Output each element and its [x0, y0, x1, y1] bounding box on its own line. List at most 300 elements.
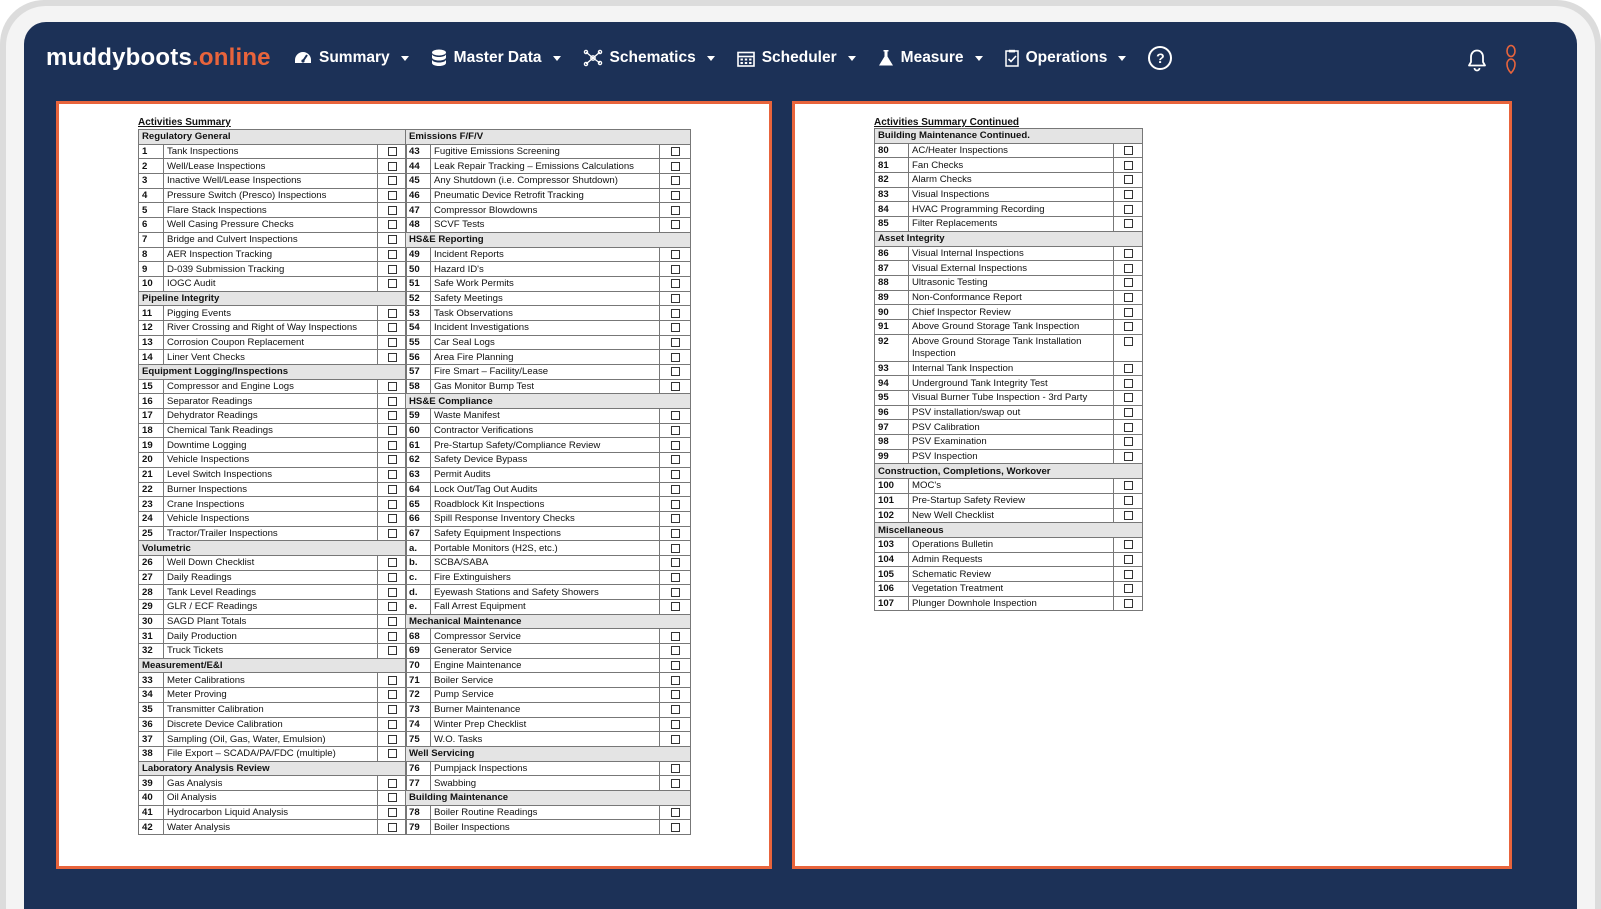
checkbox-icon[interactable] [388, 455, 397, 464]
activity-row [875, 552, 1143, 567]
activity-name: Operations Bulletin [909, 537, 1114, 552]
checkbox-icon[interactable] [388, 162, 397, 171]
section-header: HS&E Reporting [406, 232, 691, 247]
activity-checkbox-cell [1114, 567, 1143, 582]
activity-row [875, 361, 1143, 376]
activity-checkbox-cell [378, 790, 407, 805]
activity-number: c. [406, 570, 431, 585]
checkbox-icon[interactable] [671, 294, 680, 303]
activity-row [406, 379, 691, 394]
activity-name: Safety Equipment Inspections [431, 526, 660, 541]
checkbox-icon[interactable] [671, 470, 680, 479]
activity-number: 85 [875, 217, 909, 232]
network-icon [583, 49, 603, 67]
activity-checkbox-cell [660, 335, 691, 350]
activity-row [139, 247, 407, 262]
checkbox-icon[interactable] [1124, 540, 1133, 549]
activity-row [406, 438, 691, 453]
checkbox-icon[interactable] [388, 558, 397, 567]
checkbox-icon[interactable] [388, 720, 397, 729]
activity-name: Pump Service [431, 688, 660, 703]
activity-name: Non-Conformance Report [909, 290, 1114, 305]
activity-row [406, 717, 691, 732]
activities-table-left [138, 129, 407, 835]
activity-row [139, 144, 407, 159]
checkbox-icon[interactable] [671, 544, 680, 553]
activity-row [875, 275, 1143, 290]
checkbox-icon[interactable] [1124, 175, 1133, 184]
activity-number: 71 [406, 673, 431, 688]
checkbox-icon[interactable] [671, 176, 680, 185]
activity-number: 50 [406, 262, 431, 277]
checkbox-icon[interactable] [1124, 408, 1133, 417]
chevron-down-icon [848, 56, 856, 61]
activity-name: SCBA/SABA [431, 555, 660, 570]
activity-number: 27 [139, 570, 164, 585]
checkbox-icon[interactable] [671, 485, 680, 494]
checkbox-icon[interactable] [1124, 496, 1133, 505]
activity-checkbox-cell [1114, 479, 1143, 494]
activity-number: 76 [406, 761, 431, 776]
activity-number: 88 [875, 275, 909, 290]
nav-master-data[interactable] [431, 49, 561, 67]
checkbox-icon[interactable] [671, 632, 680, 641]
activity-row [406, 423, 691, 438]
activity-checkbox-cell [660, 409, 691, 424]
section-header-row [139, 365, 407, 380]
activity-number: 34 [139, 688, 164, 703]
activity-number: d. [406, 585, 431, 600]
checkbox-icon[interactable] [388, 338, 397, 347]
activity-number: 29 [139, 600, 164, 615]
checkbox-icon[interactable] [671, 279, 680, 288]
activity-row [875, 537, 1143, 552]
activity-checkbox-cell [660, 350, 691, 365]
checkbox-icon[interactable] [671, 441, 680, 450]
activity-number: 68 [406, 629, 431, 644]
checkbox-icon[interactable] [1124, 452, 1133, 461]
checkbox-icon[interactable] [671, 353, 680, 362]
nav-scheduler[interactable] [737, 49, 856, 67]
activity-name: Truck Tickets [164, 644, 378, 659]
activity-number: 59 [406, 409, 431, 424]
activity-number: 69 [406, 644, 431, 659]
activity-row [139, 232, 407, 247]
activity-name: Filter Replacements [909, 217, 1114, 232]
checkbox-icon[interactable] [388, 265, 397, 274]
activity-row [406, 805, 691, 820]
activity-number: 70 [406, 658, 431, 673]
activity-name: Fire Extinguishers [431, 570, 660, 585]
activity-row [139, 409, 407, 424]
activity-checkbox-cell [378, 276, 407, 291]
checkbox-icon[interactable] [1124, 423, 1133, 432]
section-header-row [875, 523, 1143, 538]
checkbox-icon[interactable] [1124, 570, 1133, 579]
activity-number: 83 [875, 187, 909, 202]
checkbox-icon[interactable] [1124, 293, 1133, 302]
activity-name: Transmitter Calibration [164, 702, 378, 717]
activity-checkbox-cell [378, 262, 407, 277]
activity-name: Tank Level Readings [164, 585, 378, 600]
checkbox-icon[interactable] [671, 147, 680, 156]
activity-checkbox-cell [1114, 493, 1143, 508]
checkbox-icon[interactable] [1124, 322, 1133, 331]
activity-row [139, 555, 407, 570]
checkbox-icon[interactable] [671, 309, 680, 318]
activity-name: Sampling (Oil, Gas, Water, Emulsion) [164, 732, 378, 747]
activity-checkbox-cell [1114, 449, 1143, 464]
checkbox-icon[interactable] [1124, 437, 1133, 446]
activity-row [139, 790, 407, 805]
chevron-down-icon [1118, 56, 1126, 61]
activity-name: Pumpjack Inspections [431, 761, 660, 776]
checkbox-icon[interactable] [388, 426, 397, 435]
checkbox-icon[interactable] [388, 382, 397, 391]
section-header-row [406, 790, 691, 805]
activity-name: Discrete Device Calibration [164, 717, 378, 732]
checkbox-icon[interactable] [388, 632, 397, 641]
activity-number: 54 [406, 320, 431, 335]
checkbox-icon[interactable] [388, 573, 397, 582]
checkbox-icon[interactable] [1124, 278, 1133, 287]
checkbox-icon[interactable] [671, 514, 680, 523]
chevron-down-icon [401, 56, 409, 61]
activity-number: 64 [406, 482, 431, 497]
checkbox-icon[interactable] [671, 690, 680, 699]
checkbox-icon[interactable] [388, 397, 397, 406]
section-header: Measurement/E&I [139, 658, 407, 673]
activity-number: 30 [139, 614, 164, 629]
nav-schematics[interactable] [583, 49, 715, 67]
activity-checkbox-cell [660, 174, 691, 189]
checkbox-icon[interactable] [671, 455, 680, 464]
checkbox-icon[interactable] [388, 617, 397, 626]
checkbox-icon[interactable] [388, 735, 397, 744]
checkbox-icon[interactable] [671, 529, 680, 538]
activity-number: e. [406, 600, 431, 615]
checkbox-icon[interactable] [671, 705, 680, 714]
checkbox-icon[interactable] [671, 382, 680, 391]
activity-number: 25 [139, 526, 164, 541]
activity-name: Car Seal Logs [431, 335, 660, 350]
checkbox-icon[interactable] [388, 779, 397, 788]
activity-checkbox-cell [1114, 217, 1143, 232]
activity-checkbox-cell [660, 306, 691, 321]
activity-number: b. [406, 555, 431, 570]
activity-name: Bridge and Culvert Inspections [164, 232, 378, 247]
checkbox-icon[interactable] [388, 500, 397, 509]
activity-number: 41 [139, 805, 164, 820]
activity-number: 56 [406, 350, 431, 365]
activity-number: 84 [875, 202, 909, 217]
checkbox-icon[interactable] [388, 191, 397, 200]
checkbox-icon[interactable] [388, 749, 397, 758]
section-header: Pipeline Integrity [139, 291, 407, 306]
checkbox-icon[interactable] [671, 265, 680, 274]
checkbox-icon[interactable] [671, 558, 680, 567]
activity-row [875, 420, 1143, 435]
activity-checkbox-cell [660, 629, 691, 644]
activity-row [406, 365, 691, 380]
activity-checkbox-cell [378, 159, 407, 174]
activity-checkbox-cell [1114, 334, 1143, 361]
checkbox-icon[interactable] [1124, 308, 1133, 317]
activity-row [406, 673, 691, 688]
activity-checkbox-cell [660, 188, 691, 203]
activity-checkbox-cell [660, 438, 691, 453]
checkbox-icon[interactable] [671, 646, 680, 655]
checkbox-icon[interactable] [1124, 337, 1133, 346]
activity-name: Pigging Events [164, 306, 378, 321]
activity-row [139, 423, 407, 438]
checkbox-icon[interactable] [388, 353, 397, 362]
checkbox-icon[interactable] [388, 147, 397, 156]
activity-number: 45 [406, 174, 431, 189]
activity-number: 2 [139, 159, 164, 174]
activity-checkbox-cell [378, 497, 407, 512]
checkbox-icon[interactable] [1124, 393, 1133, 402]
activity-name: Leak Repair Tracking – Emissions Calculations [431, 159, 660, 174]
checkbox-icon[interactable] [388, 705, 397, 714]
checkbox-icon[interactable] [388, 309, 397, 318]
checkbox-icon[interactable] [671, 720, 680, 729]
checkbox-icon[interactable] [671, 426, 680, 435]
checkbox-icon[interactable] [1124, 219, 1133, 228]
activity-name: Winter Prep Checklist [431, 717, 660, 732]
activity-row [875, 405, 1143, 420]
activity-name: Visual Burner Tube Inspection - 3rd Party [909, 391, 1114, 406]
nav-operations[interactable] [1005, 49, 1127, 67]
activity-row [875, 217, 1143, 232]
activity-row [406, 188, 691, 203]
activity-number: 6 [139, 218, 164, 233]
activity-checkbox-cell [660, 688, 691, 703]
checkbox-icon[interactable] [388, 529, 397, 538]
checkbox-icon[interactable] [388, 250, 397, 259]
activity-checkbox-cell [660, 761, 691, 776]
checkbox-icon[interactable] [1124, 264, 1133, 273]
checkbox-icon[interactable] [671, 779, 680, 788]
checkbox-icon[interactable] [671, 588, 680, 597]
checkbox-icon[interactable] [671, 735, 680, 744]
activity-row [875, 246, 1143, 261]
activity-number: 52 [406, 291, 431, 306]
activity-checkbox-cell [378, 188, 407, 203]
help-icon[interactable]: ? [1148, 46, 1172, 70]
activity-checkbox-cell [378, 732, 407, 747]
activity-name: Well Down Checklist [164, 555, 378, 570]
checkbox-icon[interactable] [1124, 599, 1133, 608]
activity-checkbox-cell [1114, 187, 1143, 202]
activity-row [139, 438, 407, 453]
activity-number: 48 [406, 218, 431, 233]
checkbox-icon[interactable] [388, 690, 397, 699]
activity-name: Fugitive Emissions Screening [431, 144, 660, 159]
activity-checkbox-cell [660, 570, 691, 585]
checkbox-icon[interactable] [671, 764, 680, 773]
activity-name: Meter Proving [164, 688, 378, 703]
activity-row [875, 158, 1143, 173]
activity-row [875, 479, 1143, 494]
activity-checkbox-cell [660, 262, 691, 277]
activity-row [139, 746, 407, 761]
activity-checkbox-cell [1114, 361, 1143, 376]
activity-row [139, 688, 407, 703]
activity-row [875, 305, 1143, 320]
nav-operations-label: Operations [1025, 49, 1108, 66]
activity-checkbox-cell [1114, 376, 1143, 391]
checkbox-icon[interactable] [388, 220, 397, 229]
activity-name: Burner Inspections [164, 482, 378, 497]
nav-summary[interactable] [294, 49, 409, 67]
activity-number: 97 [875, 420, 909, 435]
checkbox-icon[interactable] [388, 485, 397, 494]
activity-number: 40 [139, 790, 164, 805]
activity-name: Fan Checks [909, 158, 1114, 173]
activity-number: 26 [139, 555, 164, 570]
clipboard-check-icon [1005, 49, 1019, 67]
activity-name: Compressor and Engine Logs [164, 379, 378, 394]
checkbox-icon[interactable] [671, 676, 680, 685]
section-header: Equipment Logging/Inspections [139, 365, 407, 380]
activity-number: 53 [406, 306, 431, 321]
checkbox-icon[interactable] [388, 588, 397, 597]
checkbox-icon[interactable] [671, 250, 680, 259]
checkbox-icon[interactable] [388, 235, 397, 244]
activity-name: Boiler Routine Readings [431, 805, 660, 820]
gauge-icon [294, 50, 312, 66]
checkbox-icon[interactable] [671, 602, 680, 611]
section-header-row [139, 130, 407, 145]
checkbox-icon[interactable] [388, 176, 397, 185]
checkbox-icon[interactable] [671, 411, 680, 420]
checkbox-icon[interactable] [1124, 481, 1133, 490]
brand-name: muddyboots [46, 44, 192, 71]
activity-row [139, 174, 407, 189]
activity-checkbox-cell [378, 232, 407, 247]
brand-logo[interactable] [46, 44, 271, 72]
nav-scheduler-label: Scheduler [761, 49, 837, 66]
checkbox-icon[interactable] [388, 602, 397, 611]
checkbox-icon[interactable] [671, 500, 680, 509]
activity-number: 10 [139, 276, 164, 291]
activity-checkbox-cell [1114, 202, 1143, 217]
activity-checkbox-cell [378, 335, 407, 350]
activity-number: a. [406, 541, 431, 556]
checkbox-icon[interactable] [671, 823, 680, 832]
activity-number: 19 [139, 438, 164, 453]
activity-row [139, 394, 407, 409]
activity-checkbox-cell [378, 203, 407, 218]
activity-checkbox-cell [378, 409, 407, 424]
activity-number: 80 [875, 143, 909, 158]
section-header: Laboratory Analysis Review [139, 761, 407, 776]
activity-name: Tank Inspections [164, 144, 378, 159]
activity-number: 5 [139, 203, 164, 218]
checkbox-icon[interactable] [1124, 146, 1133, 155]
activity-number: 67 [406, 526, 431, 541]
activity-name: D-039 Submission Tracking [164, 262, 378, 277]
activity-row [139, 482, 407, 497]
checkbox-icon[interactable] [671, 191, 680, 200]
activity-name: Permit Audits [431, 467, 660, 482]
activity-name: Compressor Service [431, 629, 660, 644]
checkbox-icon[interactable] [1124, 249, 1133, 258]
checkbox-icon[interactable] [671, 573, 680, 582]
activity-row [139, 453, 407, 468]
checkbox-icon[interactable] [1124, 584, 1133, 593]
checkbox-icon[interactable] [388, 206, 397, 215]
activity-name: Separator Readings [164, 394, 378, 409]
checkbox-icon[interactable] [388, 676, 397, 685]
checkbox-icon[interactable] [388, 411, 397, 420]
chevron-down-icon [975, 56, 983, 61]
checkbox-icon[interactable] [671, 323, 680, 332]
activity-name: HVAC Programming Recording [909, 202, 1114, 217]
checkbox-icon[interactable] [1124, 190, 1133, 199]
activity-name: PSV Calibration [909, 420, 1114, 435]
boots-icon[interactable] [1502, 44, 1520, 81]
checkbox-icon[interactable] [388, 793, 397, 802]
activity-number: 104 [875, 552, 909, 567]
checkbox-icon[interactable] [1124, 364, 1133, 373]
activity-row [875, 596, 1143, 611]
checkbox-icon[interactable] [671, 661, 680, 670]
checkbox-icon[interactable] [671, 220, 680, 229]
checkbox-icon[interactable] [671, 206, 680, 215]
activity-number: 22 [139, 482, 164, 497]
checkbox-icon[interactable] [671, 808, 680, 817]
checkbox-icon[interactable] [388, 470, 397, 479]
checkbox-icon[interactable] [671, 162, 680, 171]
checkbox-icon[interactable] [388, 823, 397, 832]
checkbox-icon[interactable] [1124, 511, 1133, 520]
main-nav [294, 46, 1172, 70]
checkbox-icon[interactable] [1124, 205, 1133, 214]
nav-measure[interactable] [878, 49, 983, 67]
checkbox-icon[interactable] [388, 514, 397, 523]
activity-checkbox-cell [660, 732, 691, 747]
checkbox-icon[interactable] [671, 338, 680, 347]
checkbox-icon[interactable] [388, 441, 397, 450]
activity-name: Well Casing Pressure Checks [164, 218, 378, 233]
activity-checkbox-cell [378, 320, 407, 335]
activity-row [875, 334, 1143, 361]
checkbox-icon[interactable] [1124, 555, 1133, 564]
activity-number: 44 [406, 159, 431, 174]
checkbox-icon[interactable] [671, 367, 680, 376]
activity-name: Gas Monitor Bump Test [431, 379, 660, 394]
bell-icon[interactable] [1466, 48, 1488, 77]
checkbox-icon[interactable] [1124, 161, 1133, 170]
checkbox-icon[interactable] [388, 646, 397, 655]
checkbox-icon[interactable] [1124, 379, 1133, 388]
activity-name: Burner Maintenance [431, 702, 660, 717]
checkbox-icon[interactable] [388, 279, 397, 288]
chevron-down-icon [553, 56, 561, 61]
activity-checkbox-cell [660, 526, 691, 541]
checkbox-icon[interactable] [388, 808, 397, 817]
activity-checkbox-cell [378, 511, 407, 526]
activity-name: Compressor Blowdowns [431, 203, 660, 218]
activity-checkbox-cell [1114, 143, 1143, 158]
activity-row [406, 511, 691, 526]
checkbox-icon[interactable] [388, 323, 397, 332]
activity-number: 20 [139, 453, 164, 468]
activity-name: Crane Inspections [164, 497, 378, 512]
activity-checkbox-cell [1114, 508, 1143, 523]
